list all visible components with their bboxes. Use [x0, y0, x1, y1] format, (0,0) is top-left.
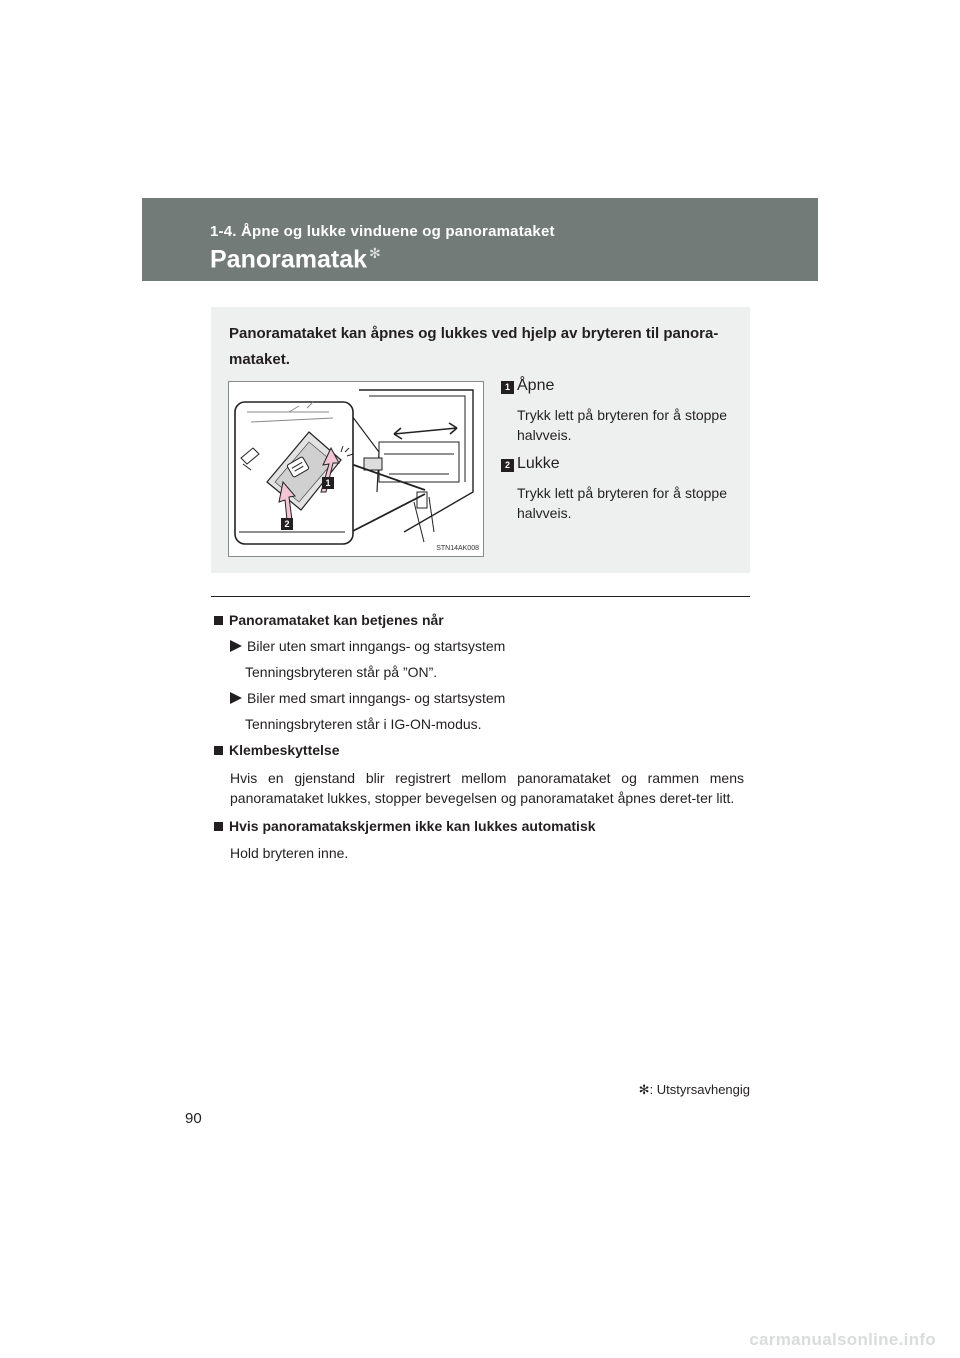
note-paragraph: Hvis en gjenstand blir registrert mellom panoramataket og rammen mens panoramataket lukkes, stopper bevegelsen og panoramataket åpnes deret-ter litt.: [230, 770, 744, 806]
condition-item: [230, 638, 744, 654]
note-heading-text: Panoramataket kan betjenes når: [229, 612, 444, 628]
step-badge: 1: [501, 381, 514, 394]
note-heading-text: Hvis panoramatakskjermen ikke kan lukkes automatisk: [229, 818, 596, 834]
step-description: Trykk lett på bryteren for å stoppe halvveis.: [517, 407, 727, 443]
step-title: Lukke: [517, 455, 560, 472]
square-bullet-icon: [214, 822, 223, 831]
note-paragraph: Hold bryteren inne.: [230, 845, 349, 861]
step-badge: 2: [501, 459, 514, 472]
footnote: ✻: Utstyrsavhengig: [638, 1082, 750, 1097]
page-title-text: Panoramatak: [210, 245, 368, 274]
condition-item: [230, 690, 744, 706]
condition-text: Tenningsbryteren står på ”ON”.: [245, 664, 438, 680]
illustration-drawing: [229, 382, 483, 556]
triangle-bullet-icon: [230, 692, 242, 704]
sunroof-switch-illustration: [228, 381, 484, 557]
step-description: Trykk lett på bryteren for å stoppe halvveis.: [517, 485, 727, 521]
divider: [211, 596, 750, 597]
square-bullet-icon: [214, 746, 223, 755]
page-number: 90: [185, 1110, 202, 1127]
watermark: carmanualsonline.info: [749, 1330, 936, 1349]
note-heading: [214, 818, 744, 834]
step-title: Åpne: [517, 377, 555, 394]
chapter-header: [142, 198, 818, 281]
triangle-bullet-icon: [230, 640, 242, 652]
note-heading-text: Klembeskyttelse: [229, 742, 340, 758]
section-title: 1-4. Åpne og lukke vinduene og panoramataket: [210, 223, 555, 240]
note-heading: [214, 742, 744, 758]
condition-label: Biler med smart inngangs- og startsystem: [247, 690, 506, 706]
callout-2: 2: [281, 518, 293, 530]
note-heading: [214, 612, 744, 628]
square-bullet-icon: [214, 616, 223, 625]
callout-1: 1: [322, 477, 334, 489]
condition-label: Biler uten smart inngangs- og startsystem: [247, 638, 506, 654]
intro-text: Panoramataket kan åpnes og lukkes ved hjelp av bryteren til panora-mataket.: [229, 325, 719, 368]
page-title: [210, 245, 381, 274]
condition-text: Tenningsbryteren står i IG-ON-modus.: [245, 716, 482, 732]
info-box: [211, 307, 750, 573]
notes-section: [214, 612, 744, 872]
equipment-mark: ✻: [369, 245, 381, 261]
figure-code: STN14AK008: [436, 545, 479, 552]
